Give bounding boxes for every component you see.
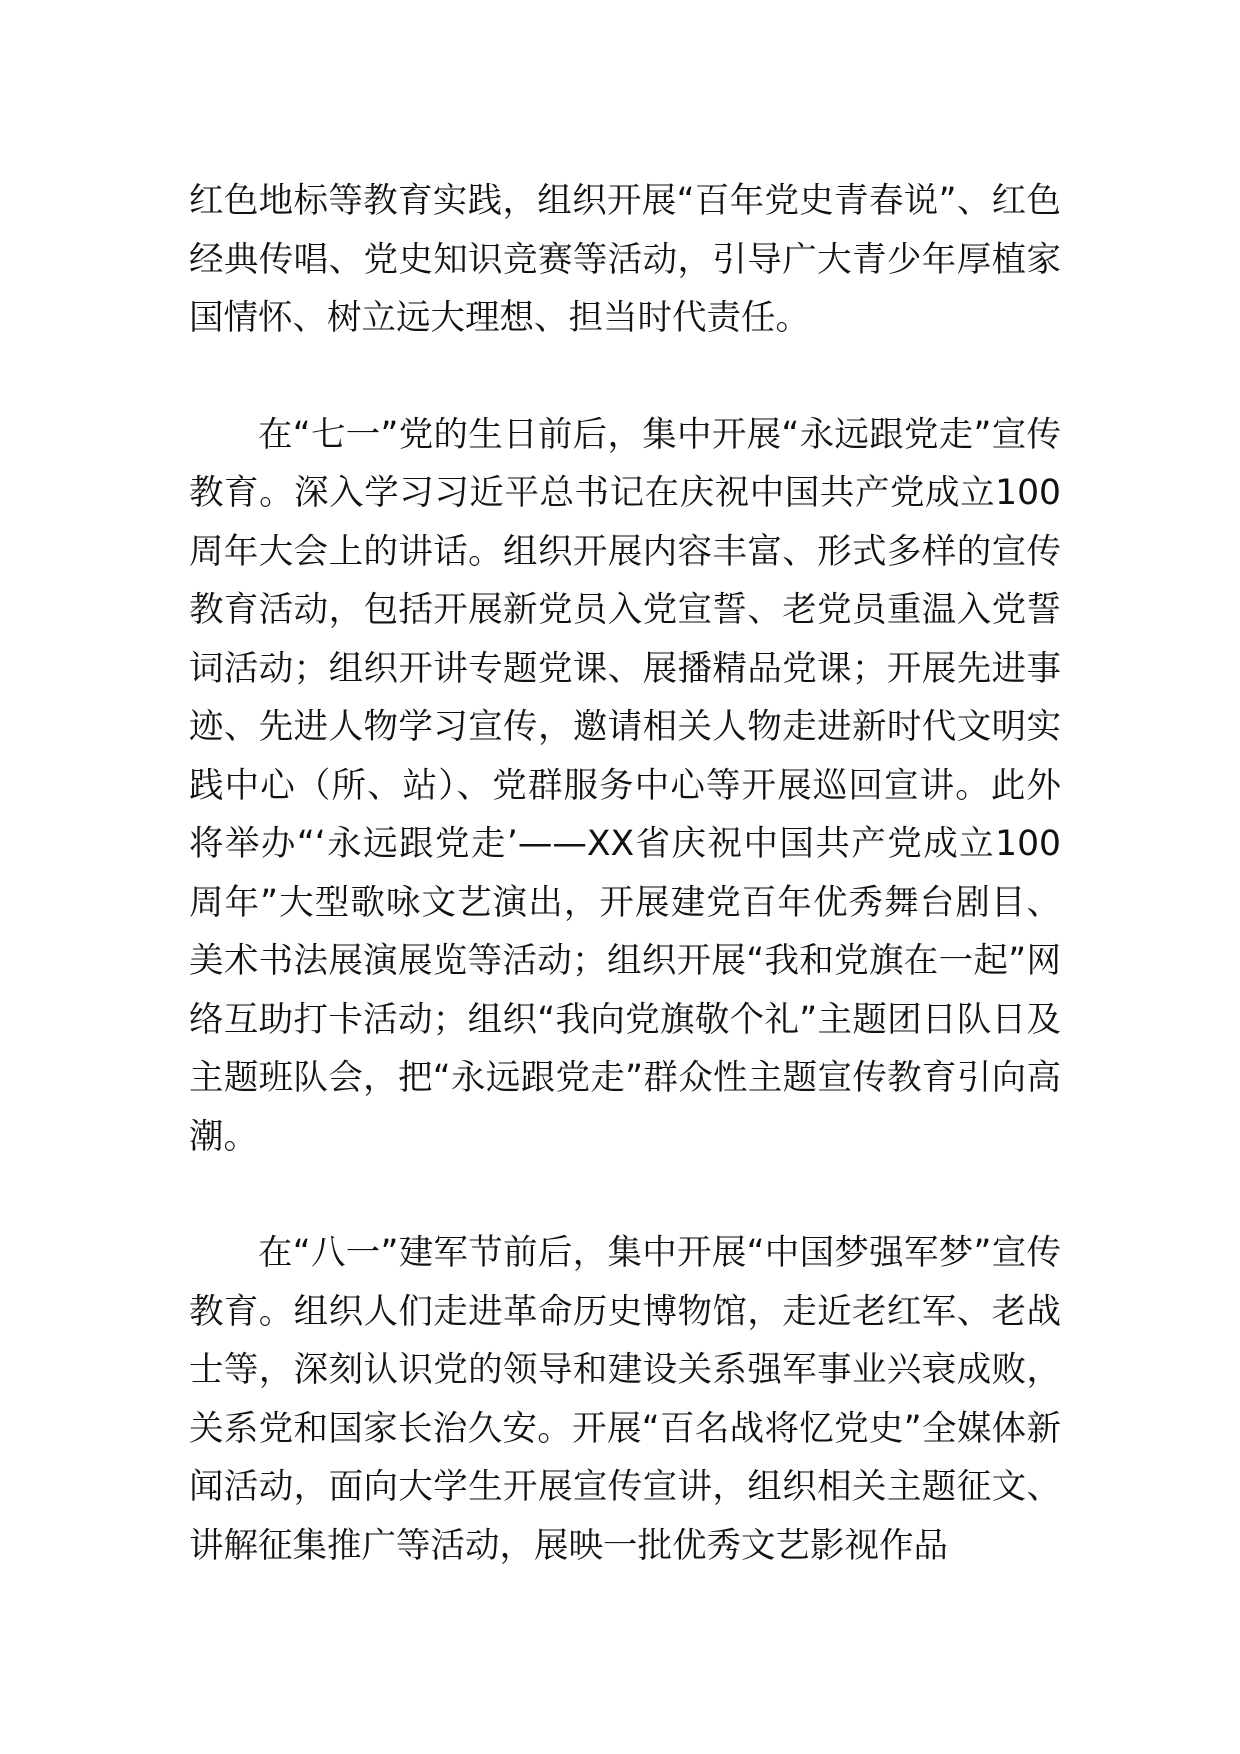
paragraph-continued: 红色地标等教育实践，组织开展“百年党史青春说”、红色经典传唱、党史知识竞赛等活动，引导广大青少年厚植家国情怀、树立远大理想、担当时代责任。	[189, 181, 1061, 338]
paragraph-august-first: 在“八一”建军节前后，集中开展“中国梦强军梦”宣传教育。组织人们走进革命历史博物馆，走近老红军、老战士等，深刻认识党的领导和建设关系强军事业兴衰成败，关系党和国家长治久安。开展“百名战将忆党史”全媒体新闻活动，面向大学生开展宣传宣讲，组织相关主题征文、讲解征集推广等活动，展映一批优秀文艺影视作品	[189, 1233, 1061, 1566]
paragraph-gap	[189, 1166, 1061, 1224]
paragraph-gap	[189, 348, 1061, 406]
paragraph-july-first: 在“七一”党的生日前后，集中开展“永远跟党走”宣传教育。深入学习习近平总书记在庆祝中国共产党成立100周年大会上的讲话。组织开展内容丰富、形式多样的宣传教育活动，包括开展新党员入党宣誓、老党员重温入党誓词活动；组织开讲专题党课、展播精品党课；开展先进事迹、先进人物学习宣传，邀请相关人物走进新时代文明实践中心（所、站）、党群服务中心等开展巡回宣讲。此外将举办“‘永远跟党走’——XX省庆祝中国共产党成立100周年”大型歌咏文艺演出，开展建党百年优秀舞台剧目、美术书法展演展览等活动；组织开展“我和党旗在一起”网络互助打卡活动；组织“我向党旗敬个礼”主题团日队日及主题班队会，把“永远跟党走”群众性主题宣传教育引向高潮。	[189, 414, 1061, 1157]
document-page	[189, 172, 1061, 1575]
